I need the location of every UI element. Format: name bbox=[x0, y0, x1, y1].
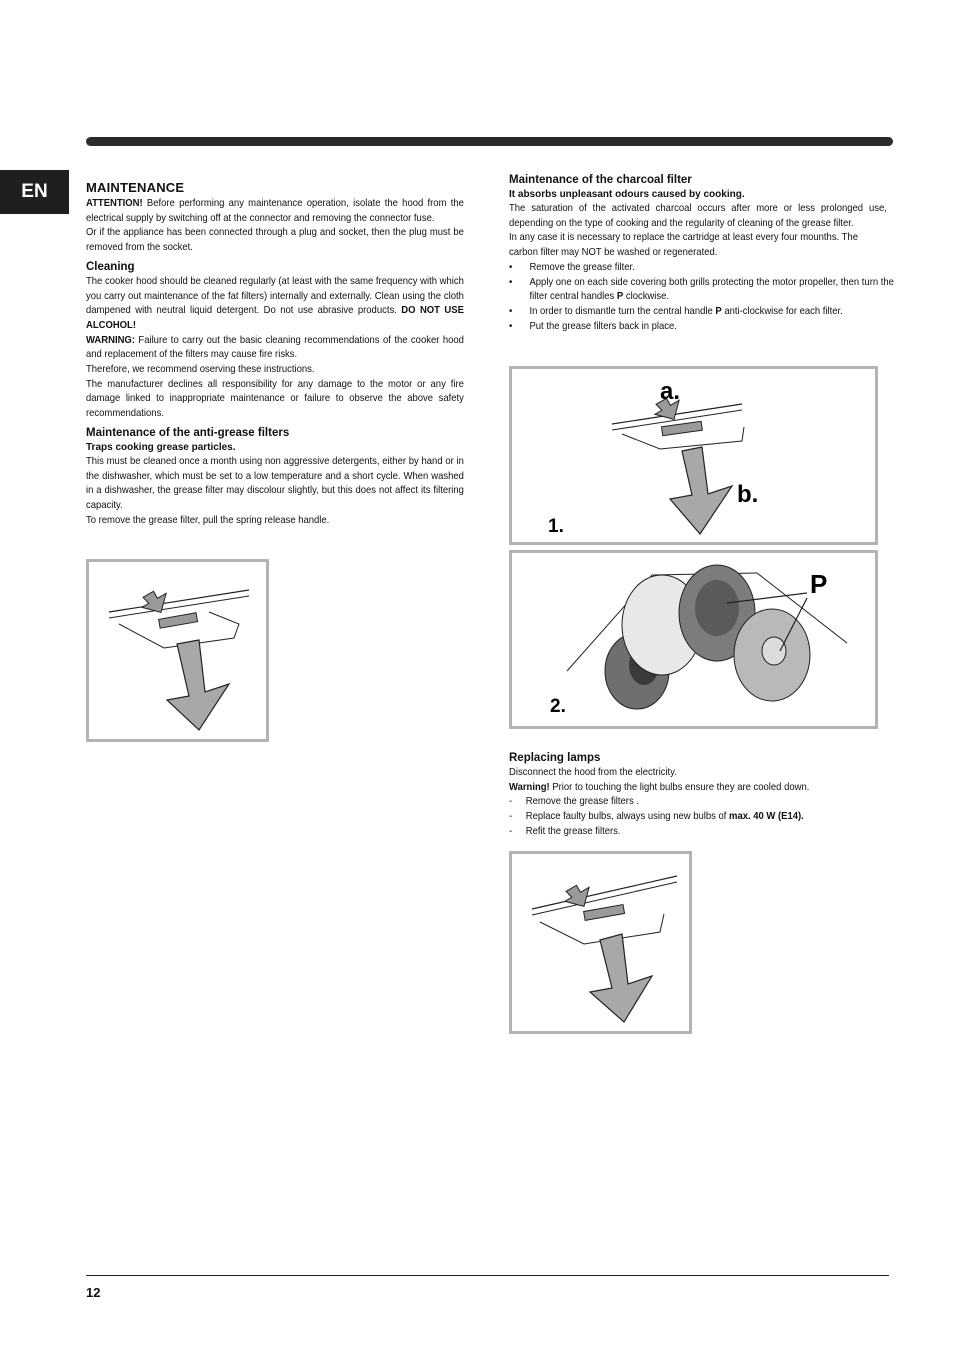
anti-grease-title: Maintenance of the anti-grease filters bbox=[86, 426, 290, 439]
language-tab: EN bbox=[0, 170, 69, 214]
grease-filter-figure bbox=[86, 559, 269, 742]
footer-divider bbox=[86, 1275, 889, 1276]
warning-text: Failure to carry out the basic cleaning recommendations of the cooker hood and replacement of the filters may cause fire risks. bbox=[86, 334, 464, 361]
step-2-label: 2. bbox=[550, 696, 566, 717]
bullet-mark: • bbox=[509, 261, 513, 273]
list-item bbox=[509, 795, 904, 810]
lamps-paragraph: Disconnect the hood from the electricity. bbox=[509, 767, 677, 778]
anti-grease-paragraph: This must be cleaned once a month using non aggressive detergents, either by hand or in the dishwasher, which must be set to a low temperature and a short cycle. When washed in a dishwasher, the grease filter may discolour slightly, but this does not affect its filtering capacity. bbox=[86, 455, 464, 511]
attention-text: Before performing any maintenance operation, isolate the hood from the electrical supply by switching off at the connector and removing the connector fuse. bbox=[86, 198, 464, 224]
list-item-text: clockwise. bbox=[623, 291, 670, 303]
lamps-title: Replacing lamps bbox=[509, 752, 601, 764]
no-alcohol-warning: DO NOT USE ALCOHOL! bbox=[86, 305, 464, 331]
lamps-steps-list bbox=[509, 795, 887, 839]
charcoal-title: Maintenance of the charcoal filter bbox=[509, 174, 692, 186]
label-p: P bbox=[810, 569, 828, 599]
lamps-illustration bbox=[512, 854, 689, 1031]
lamps-warning-label: Warning! bbox=[509, 781, 550, 793]
page-number: 12 bbox=[86, 1285, 101, 1300]
maintenance-title: MAINTENANCE bbox=[86, 180, 185, 195]
charcoal-paragraph-1: The saturation of the activated charcoal occurs after more or less prolonged use, depending on the type of cooking and the regularity of cleaning of the grease filter. bbox=[509, 203, 887, 229]
attention-label: ATTENTION! bbox=[86, 198, 143, 209]
handle-p-label: P bbox=[715, 305, 722, 317]
charcoal-paragraph-2: In any case it is necessary to replace the cartridge at least every four mounths. The carbon filter may NOT be washed or regenerated. bbox=[509, 232, 858, 259]
bullet-mark: • bbox=[509, 276, 513, 288]
dash-mark: - bbox=[509, 825, 513, 837]
remove-filter-paragraph: To remove the grease filter, pull the spring release handle. bbox=[86, 514, 330, 526]
bulb-spec: max. 40 W (E14). bbox=[729, 811, 804, 823]
lamps-warning-text: Prior to touching the light bulbs ensure they are cooled down. bbox=[549, 781, 810, 793]
list-item-text: Refit the grease filters. bbox=[525, 825, 621, 837]
list-item bbox=[509, 320, 907, 335]
list-item-text: Remove the grease filters . bbox=[525, 796, 639, 808]
left-column bbox=[86, 180, 464, 528]
label-b: b. bbox=[737, 481, 759, 508]
cleaning-text: The cooker hood should be cleaned regularly (at least with the same frequency with which you carry out maintenance of the fat filters) internally and externally. Clean using the cloth dampened with neutral liquid detergent. Do not use abrasive products. bbox=[86, 275, 464, 317]
list-item bbox=[509, 276, 907, 305]
lamps-section bbox=[509, 748, 887, 840]
charcoal-steps-list bbox=[509, 261, 894, 335]
list-item bbox=[509, 261, 907, 276]
right-column bbox=[509, 174, 894, 334]
plug-paragraph: Or if the appliance has been connected through a plug and socket, then the plug must be removed from the socket. bbox=[86, 227, 464, 254]
list-item-text: Apply one on each side covering both grills protecting the motor propeller, then turn the filter central handles bbox=[529, 276, 894, 303]
manufacturer-paragraph: The manufacturer declines all responsibility for any damage to the motor or any fire damage linked to inappropriate maintenance or failure to observe the above safety recommendations. bbox=[86, 378, 464, 420]
header-bar bbox=[86, 137, 893, 146]
attention-paragraph bbox=[86, 197, 464, 226]
charcoal-step1-figure bbox=[509, 366, 878, 545]
charcoal-subtitle: It absorbs unpleasant odours caused by cooking. bbox=[509, 189, 745, 200]
dash-mark: - bbox=[509, 811, 513, 823]
charcoal-step2-figure bbox=[509, 550, 878, 729]
bullet-mark: • bbox=[509, 320, 513, 332]
warning-label: WARNING: bbox=[86, 334, 135, 346]
grease-filter-illustration bbox=[89, 562, 266, 739]
list-item bbox=[509, 810, 904, 825]
label-a: a. bbox=[660, 378, 681, 405]
list-item-text: In order to dismantle turn the central handle bbox=[529, 305, 716, 317]
recommend-paragraph: Therefore, we recommend oserving these instructions. bbox=[86, 364, 315, 376]
list-item-text: Replace faulty bulbs, always using new bulbs of bbox=[525, 811, 730, 823]
dash-mark: - bbox=[509, 796, 513, 808]
bullet-mark: • bbox=[509, 305, 513, 317]
lamps-warning-paragraph bbox=[509, 781, 887, 796]
list-item-text: Put the grease filters back in place. bbox=[529, 320, 677, 332]
list-item-text: Remove the grease filter. bbox=[529, 261, 635, 273]
cleaning-title: Cleaning bbox=[86, 260, 135, 273]
step-1-label: 1. bbox=[548, 516, 564, 537]
list-item-text: anti-clockwise for each filter. bbox=[721, 305, 843, 317]
charcoal-step1-illustration bbox=[512, 369, 875, 542]
warning-paragraph bbox=[86, 334, 464, 363]
lamps-figure bbox=[509, 851, 692, 1034]
list-item bbox=[509, 305, 907, 320]
cleaning-paragraph bbox=[86, 275, 464, 334]
charcoal-step2-illustration bbox=[512, 553, 875, 726]
handle-p-label: P bbox=[616, 291, 624, 303]
anti-grease-subtitle: Traps cooking grease particles. bbox=[86, 441, 236, 453]
list-item bbox=[509, 825, 904, 840]
